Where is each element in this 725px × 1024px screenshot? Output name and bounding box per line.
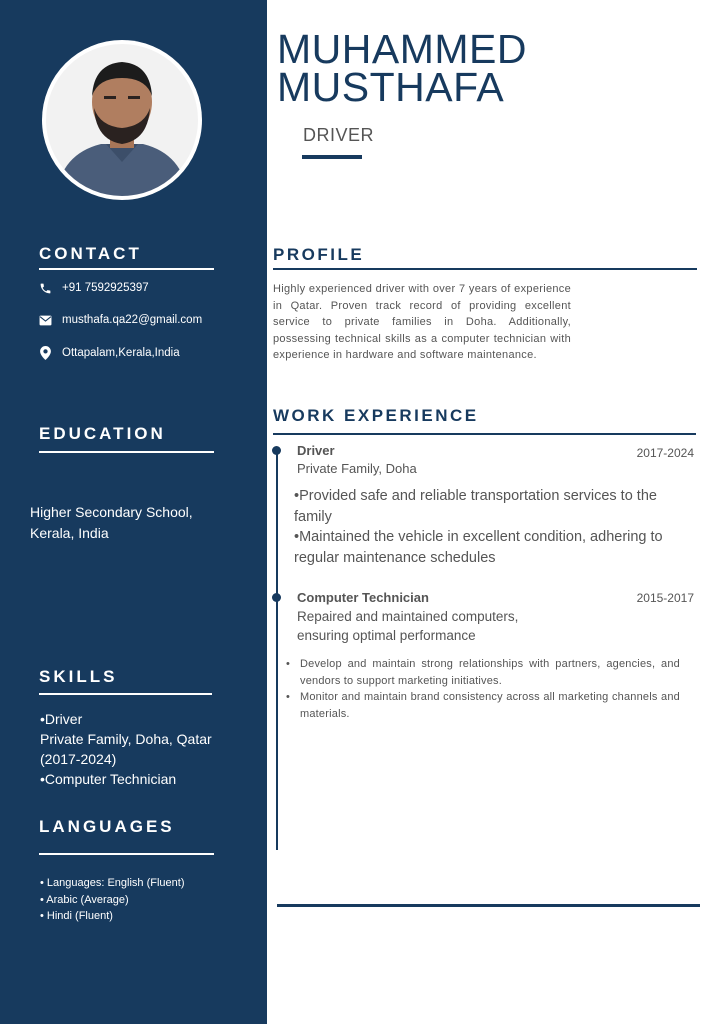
bottom-divider [277, 904, 700, 907]
language-item: • Languages: English (Fluent) [40, 877, 185, 889]
phone-icon [38, 281, 52, 295]
languages-heading: LANGUAGES [39, 817, 175, 836]
timeline-line [276, 450, 278, 850]
job-title: Computer Technician [297, 590, 429, 605]
skill-item: •Driver [40, 711, 83, 727]
contact-divider [39, 268, 214, 270]
email-address: musthafa.qa22@gmail.com [62, 314, 203, 326]
job-description [297, 607, 597, 645]
skill-item: Private Family, Doha, Qatar [40, 731, 212, 747]
job-date: 2017-2024 [636, 446, 694, 460]
job-bullets [294, 486, 684, 568]
contact-heading: CONTACT [39, 244, 142, 263]
job-date: 2015-2017 [636, 591, 694, 605]
job-bullets [300, 656, 680, 722]
skills-list [40, 709, 250, 789]
work-heading: WORK EXPERIENCE [273, 406, 479, 425]
education-place: Kerala, India [30, 525, 109, 541]
role-underline [302, 155, 362, 159]
person-name [277, 26, 527, 110]
map-pin-icon [38, 346, 52, 360]
skill-item: •Computer Technician [40, 771, 177, 787]
timeline-dot [272, 593, 281, 602]
skill-item: (2017-2024) [40, 751, 117, 767]
languages-list [40, 875, 250, 925]
job-bullet: •Maintained the vehicle in excellent condition, adhering to regular maintenance schedules [294, 529, 663, 566]
job-role: DRIVER [303, 125, 375, 145]
work-divider [273, 433, 696, 435]
avatar [46, 44, 198, 196]
contact-email [38, 313, 202, 327]
profile-photo [42, 40, 202, 200]
job-bullet: • Develop and maintain strong relationships with partners, agencies, and vendors to support marketing initiatives. [300, 656, 680, 689]
timeline-dot [272, 446, 281, 455]
education-heading: EDUCATION [39, 424, 166, 443]
language-item: • Arabic (Average) [40, 893, 129, 906]
job-description-line: ensuring optimal performance [297, 628, 476, 643]
profile-summary: Highly experienced driver with over 7 years of experience in Qatar. Proven track record of providing excellent service to private families in Doha. Additionally, possessing technical skills as a computer technician with experience in hardware and software maintenance. [273, 283, 571, 361]
education-school: Higher Secondary School, [30, 504, 193, 520]
skills-heading: SKILLS [39, 667, 118, 686]
sidebar [0, 0, 267, 1024]
envelope-icon [38, 313, 52, 327]
job-bullet: •Provided safe and reliable transportation services to the family [294, 488, 657, 525]
job-bullet: • Monitor and maintain brand consistency across all marketing channels and materials. [300, 689, 680, 722]
education-entry [30, 502, 250, 544]
job-employer: Private Family, Doha [297, 461, 417, 476]
contact-location [38, 346, 180, 360]
skills-divider [39, 693, 212, 695]
job-description-line: Repaired and maintained computers, [297, 609, 519, 624]
languages-divider [39, 853, 214, 855]
contact-phone [38, 281, 149, 295]
name-first: MUHAMMED [277, 26, 527, 72]
language-item: • Hindi (Fluent) [40, 910, 113, 922]
job-title: Driver [297, 443, 335, 458]
education-divider [39, 451, 214, 453]
location-text: Ottapalam,Kerala,India [62, 347, 180, 359]
phone-number: +91 7592925397 [62, 282, 149, 294]
profile-heading: PROFILE [273, 245, 365, 264]
profile-divider [273, 268, 697, 270]
name-last: MUSTHAFA [277, 64, 505, 110]
